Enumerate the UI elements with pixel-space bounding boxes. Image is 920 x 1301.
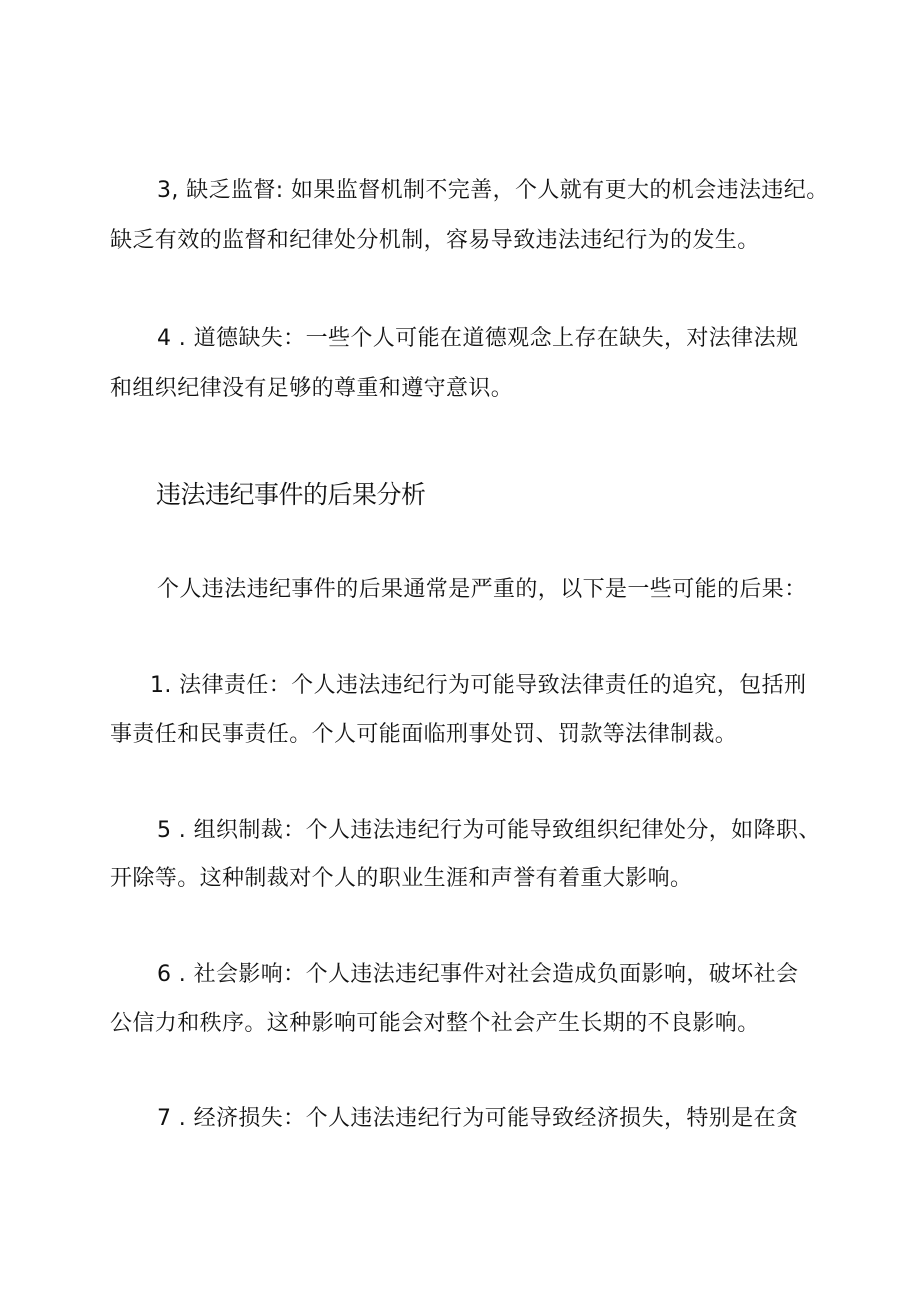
consequence-6-line-1: 6 . 社会影响：个人违法违纪事件对社会造成负面影响，破坏社会: [157, 962, 799, 987]
consequence-1-line-2: 事责任和民事责任。个人可能面临刑事处罚、罚款等法律制裁。: [110, 722, 738, 747]
consequence-5-line-1: 5 . 组织制裁：个人违法违纪行为可能导致组织纪律处分，如降职、: [157, 818, 821, 843]
consequence-1-line-1: 1. 法律责任：个人违法违纪行为可能导致法律责任的追究，包括刑: [150, 673, 807, 698]
consequence-5-line-2: 开除等。这种制裁对个人的职业生涯和声誉有着重大影响。: [110, 866, 693, 891]
consequence-6-line-2: 公信力和秩序。这种影响可能会对整个社会产生长期的不良影响。: [110, 1011, 760, 1036]
paragraph-3-line-1: 3, 缺乏监督: 如果监督机制不完善，个人就有更大的机会违法违纪。: [157, 178, 829, 203]
section-heading: 违法违纪事件的后果分析: [156, 480, 426, 509]
paragraph-4-line-1: 4 . 道德缺失：一些个人可能在道德观念上存在缺失，对法律法规: [157, 326, 799, 351]
paragraph-3-line-2: 缺乏有效的监督和纪律处分机制，容易导致违法违纪行为的发生。: [110, 228, 760, 253]
consequence-7-line-1: 7 . 经济损失：个人违法违纪行为可能导致经济损失，特别是在贪: [157, 1106, 799, 1131]
intro-paragraph: 个人违法违纪事件的后果通常是严重的，以下是一些可能的后果：: [157, 577, 807, 602]
paragraph-4-line-2: 和组织纪律没有足够的尊重和遵守意识。: [110, 376, 514, 401]
